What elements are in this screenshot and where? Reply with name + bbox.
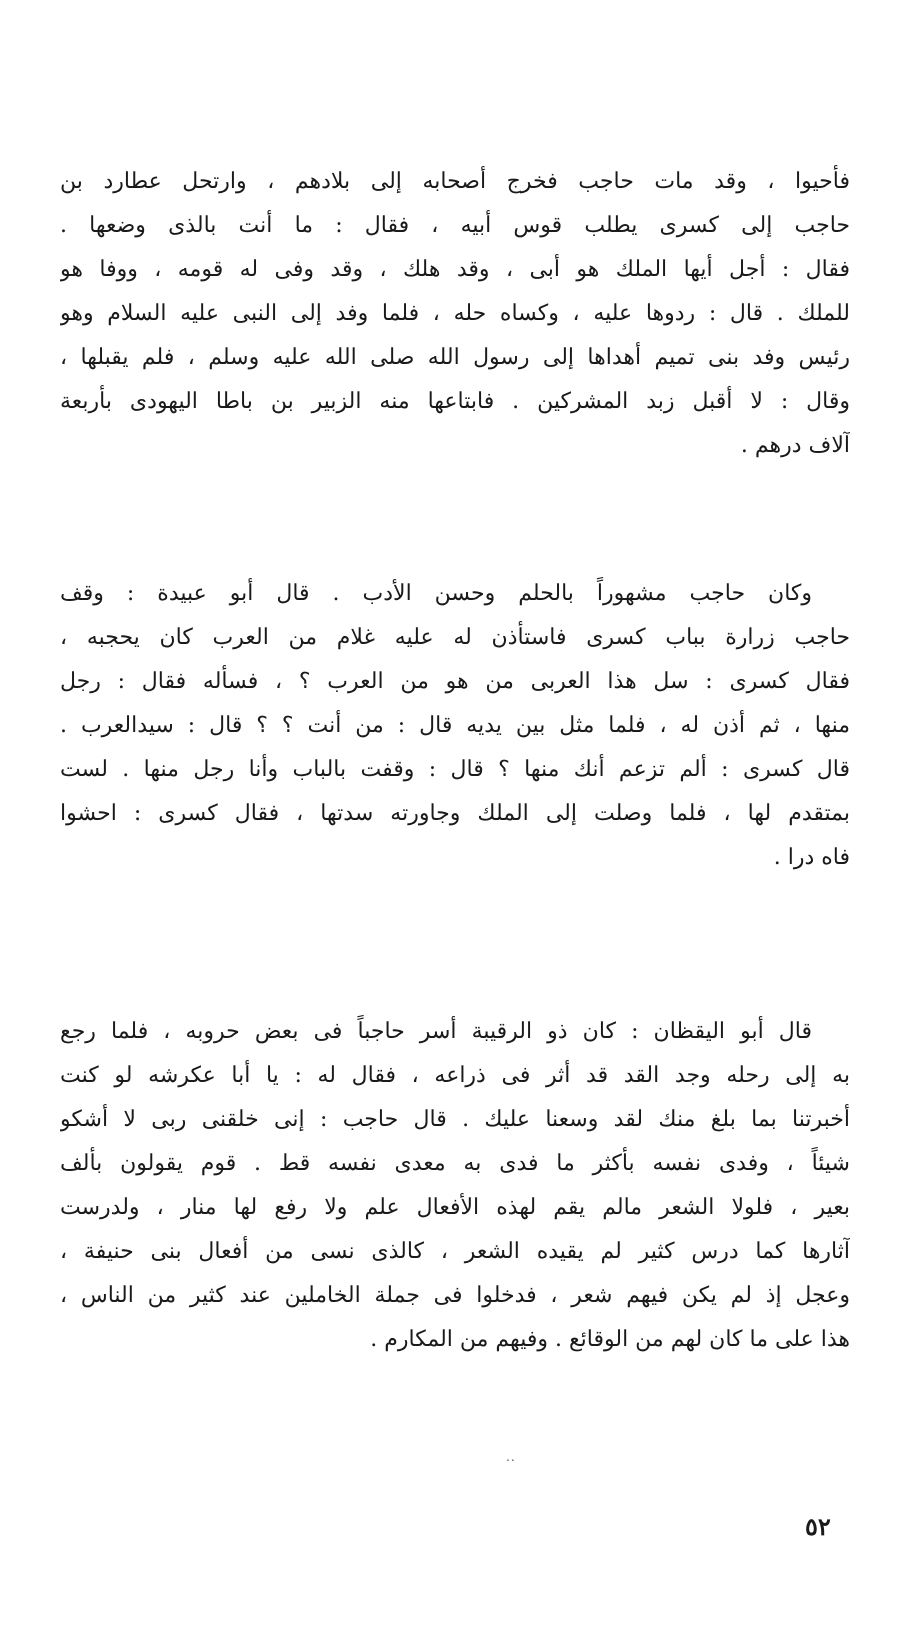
paragraph-1 [60, 160, 850, 468]
text-line: وقال : لا أقبل زبد المشركين . فابتاعها منه الزبير بن باطا اليهودى بأربعة [60, 389, 850, 414]
paragraph-3 [60, 1010, 850, 1362]
paragraph-2 [60, 572, 850, 880]
page-number: ٥٢ [805, 1512, 831, 1541]
text-line: حاجب إلى كسرى يطلب قوس أبيه ، فقال : ما أنت بالذى وضعها . [60, 213, 850, 238]
text-line: رئيس وفد بنى تميم أهداها إلى رسول الله صلى الله عليه وسلم ، فلم يقبلها ، [60, 345, 850, 370]
text-line: شيئاً ، وفدى نفسه بأكثر ما فدى به معدى نفسه قط . قوم يقولون بألف [60, 1151, 850, 1176]
text-line: وكان حاجب مشهوراً بالحلم وحسن الأدب . قال أبو عبيدة : وقف [60, 581, 812, 606]
text-line: حاجب زرارة بباب كسرى فاستأذن له عليه غلام من العرب كان يحجبه ، [60, 625, 850, 650]
text-line: به إلى رحله وجد القد قد أثر فى ذراعه ، فقال له : يا أبا عكرشه لو كنت [60, 1063, 850, 1088]
text-line: أخبرتنا بما بلغ منك لقد وسعنا عليك . قال حاجب : إنى خلقنى ربى لا أشكو [60, 1107, 850, 1132]
text-line: للملك . قال : ردوها عليه ، وكساه حله ، فلما وفد إلى النبى عليه السلام وهو [60, 301, 850, 326]
text-line: بمتقدم لها ، فلما وصلت إلى الملك وجاورته سدتها ، فقال كسرى : احشوا [60, 801, 850, 826]
text-line: بعير ، فلولا الشعر مالم يقم لهذه الأفعال علم ولا رفع لها منار ، ولدرست [60, 1195, 850, 1220]
text-line: فقال كسرى : سل هذا العربى من هو من العرب ؟ ، فسأله فقال : رجل [60, 669, 850, 694]
text-line: قال أبو اليقظان : كان ذو الرقيبة أسر حاجباً فى بعض حروبه ، فلما رجع [60, 1019, 812, 1044]
text-line: آثارها كما درس كثير لم يقيده الشعر ، كالذى نسى من أفعال بنى حنيفة ، [60, 1239, 850, 1264]
text-line: فقال : أجل أيها الملك هو أبى ، وقد هلك ، وقد وفى له قومه ، ووفا هو [60, 257, 850, 282]
footer-mark: .. [506, 1450, 516, 1464]
text-line: هذا على ما كان لهم من الوقائع . وفيهم من المكارم . [370, 1327, 850, 1352]
text-line: فاه درا . [773, 845, 850, 870]
text-line: فأحيوا ، وقد مات حاجب فخرج أصحابه إلى بلادهم ، وارتحل عطارد بن [60, 169, 850, 194]
text-line: قال كسرى : ألم تزعم أنك منها ؟ قال : وقفت بالباب وأنا رجل منها . لست [60, 757, 850, 782]
text-line: آلاف درهم . [740, 433, 850, 458]
text-line: منها ، ثم أذن له ، فلما مثل بين يديه قال : من أنت ؟ ؟ قال : سيدالعرب . [60, 713, 850, 738]
text-line: وعجل إذ لم يكن فيهم شعر ، فدخلوا فى جملة الخاملين عند كثير من الناس ، [60, 1283, 850, 1308]
